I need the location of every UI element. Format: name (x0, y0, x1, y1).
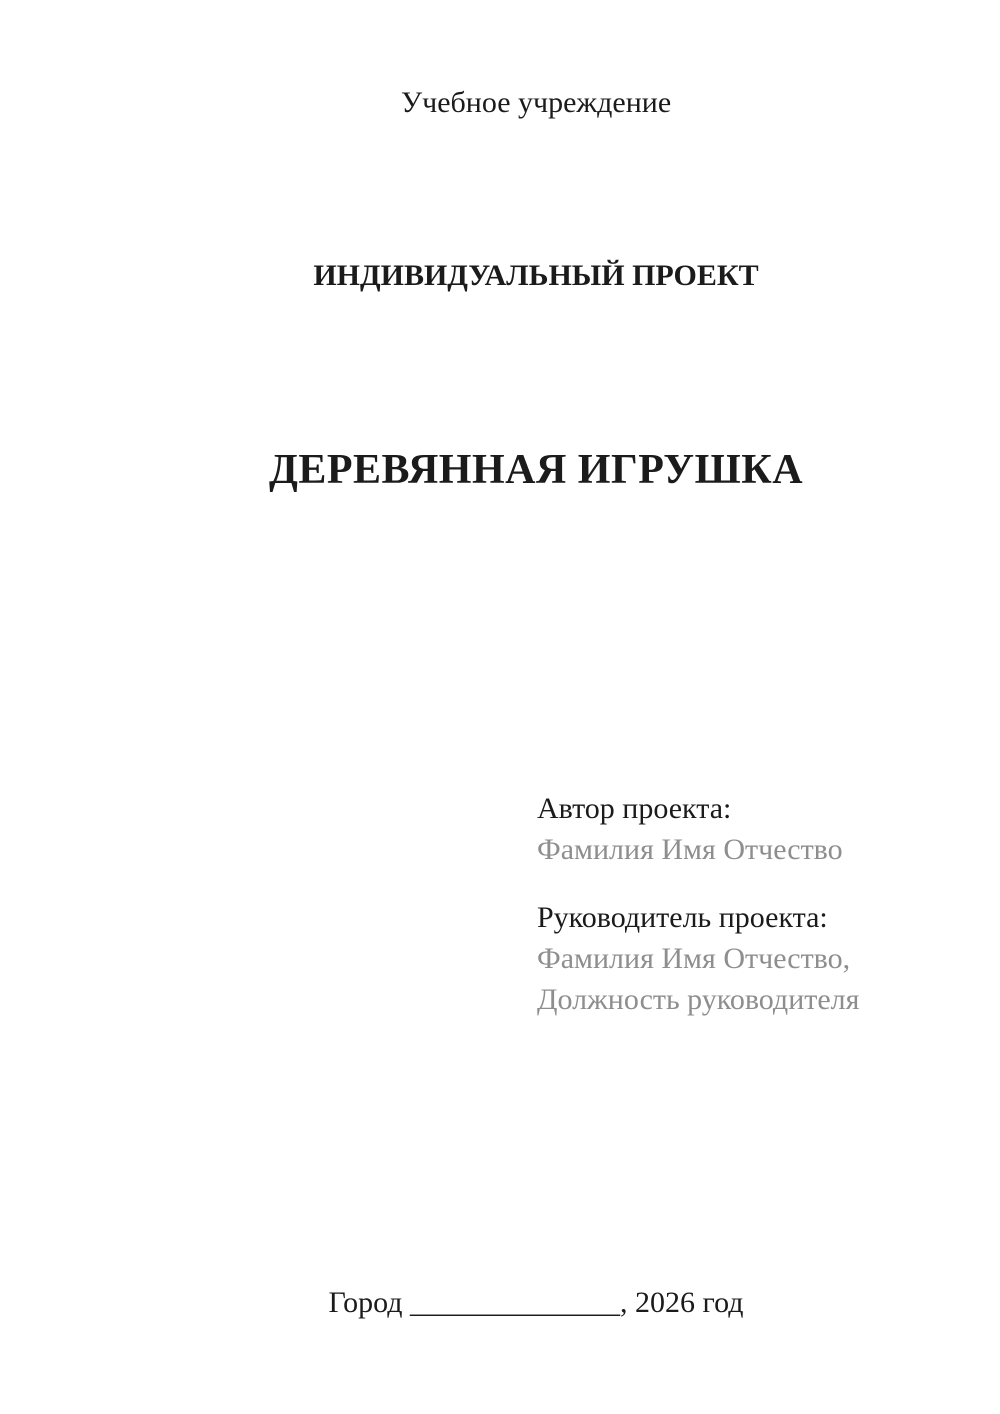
institution-line: Учебное учреждение (400, 86, 672, 119)
project-type-heading: ИНДИВИДУАЛЬНЫЙ ПРОЕКТ (313, 259, 759, 292)
supervisor-name-placeholder: Фамилия Имя Отчество, (537, 942, 851, 975)
footer-city-year-line: Город ______________, 2026 год (328, 1286, 744, 1319)
project-title: ДЕРЕВЯННАЯ ИГРУШКА (268, 447, 804, 493)
author-label: Автор проекта: (537, 792, 732, 825)
supervisor-block (537, 897, 859, 1020)
author-name-placeholder: Фамилия Имя Отчество (537, 833, 843, 866)
credits-block (537, 788, 859, 1020)
author-block (537, 788, 859, 870)
supervisor-label: Руководитель проекта: (537, 901, 828, 934)
supervisor-position-placeholder: Должность руководителя (537, 983, 860, 1016)
